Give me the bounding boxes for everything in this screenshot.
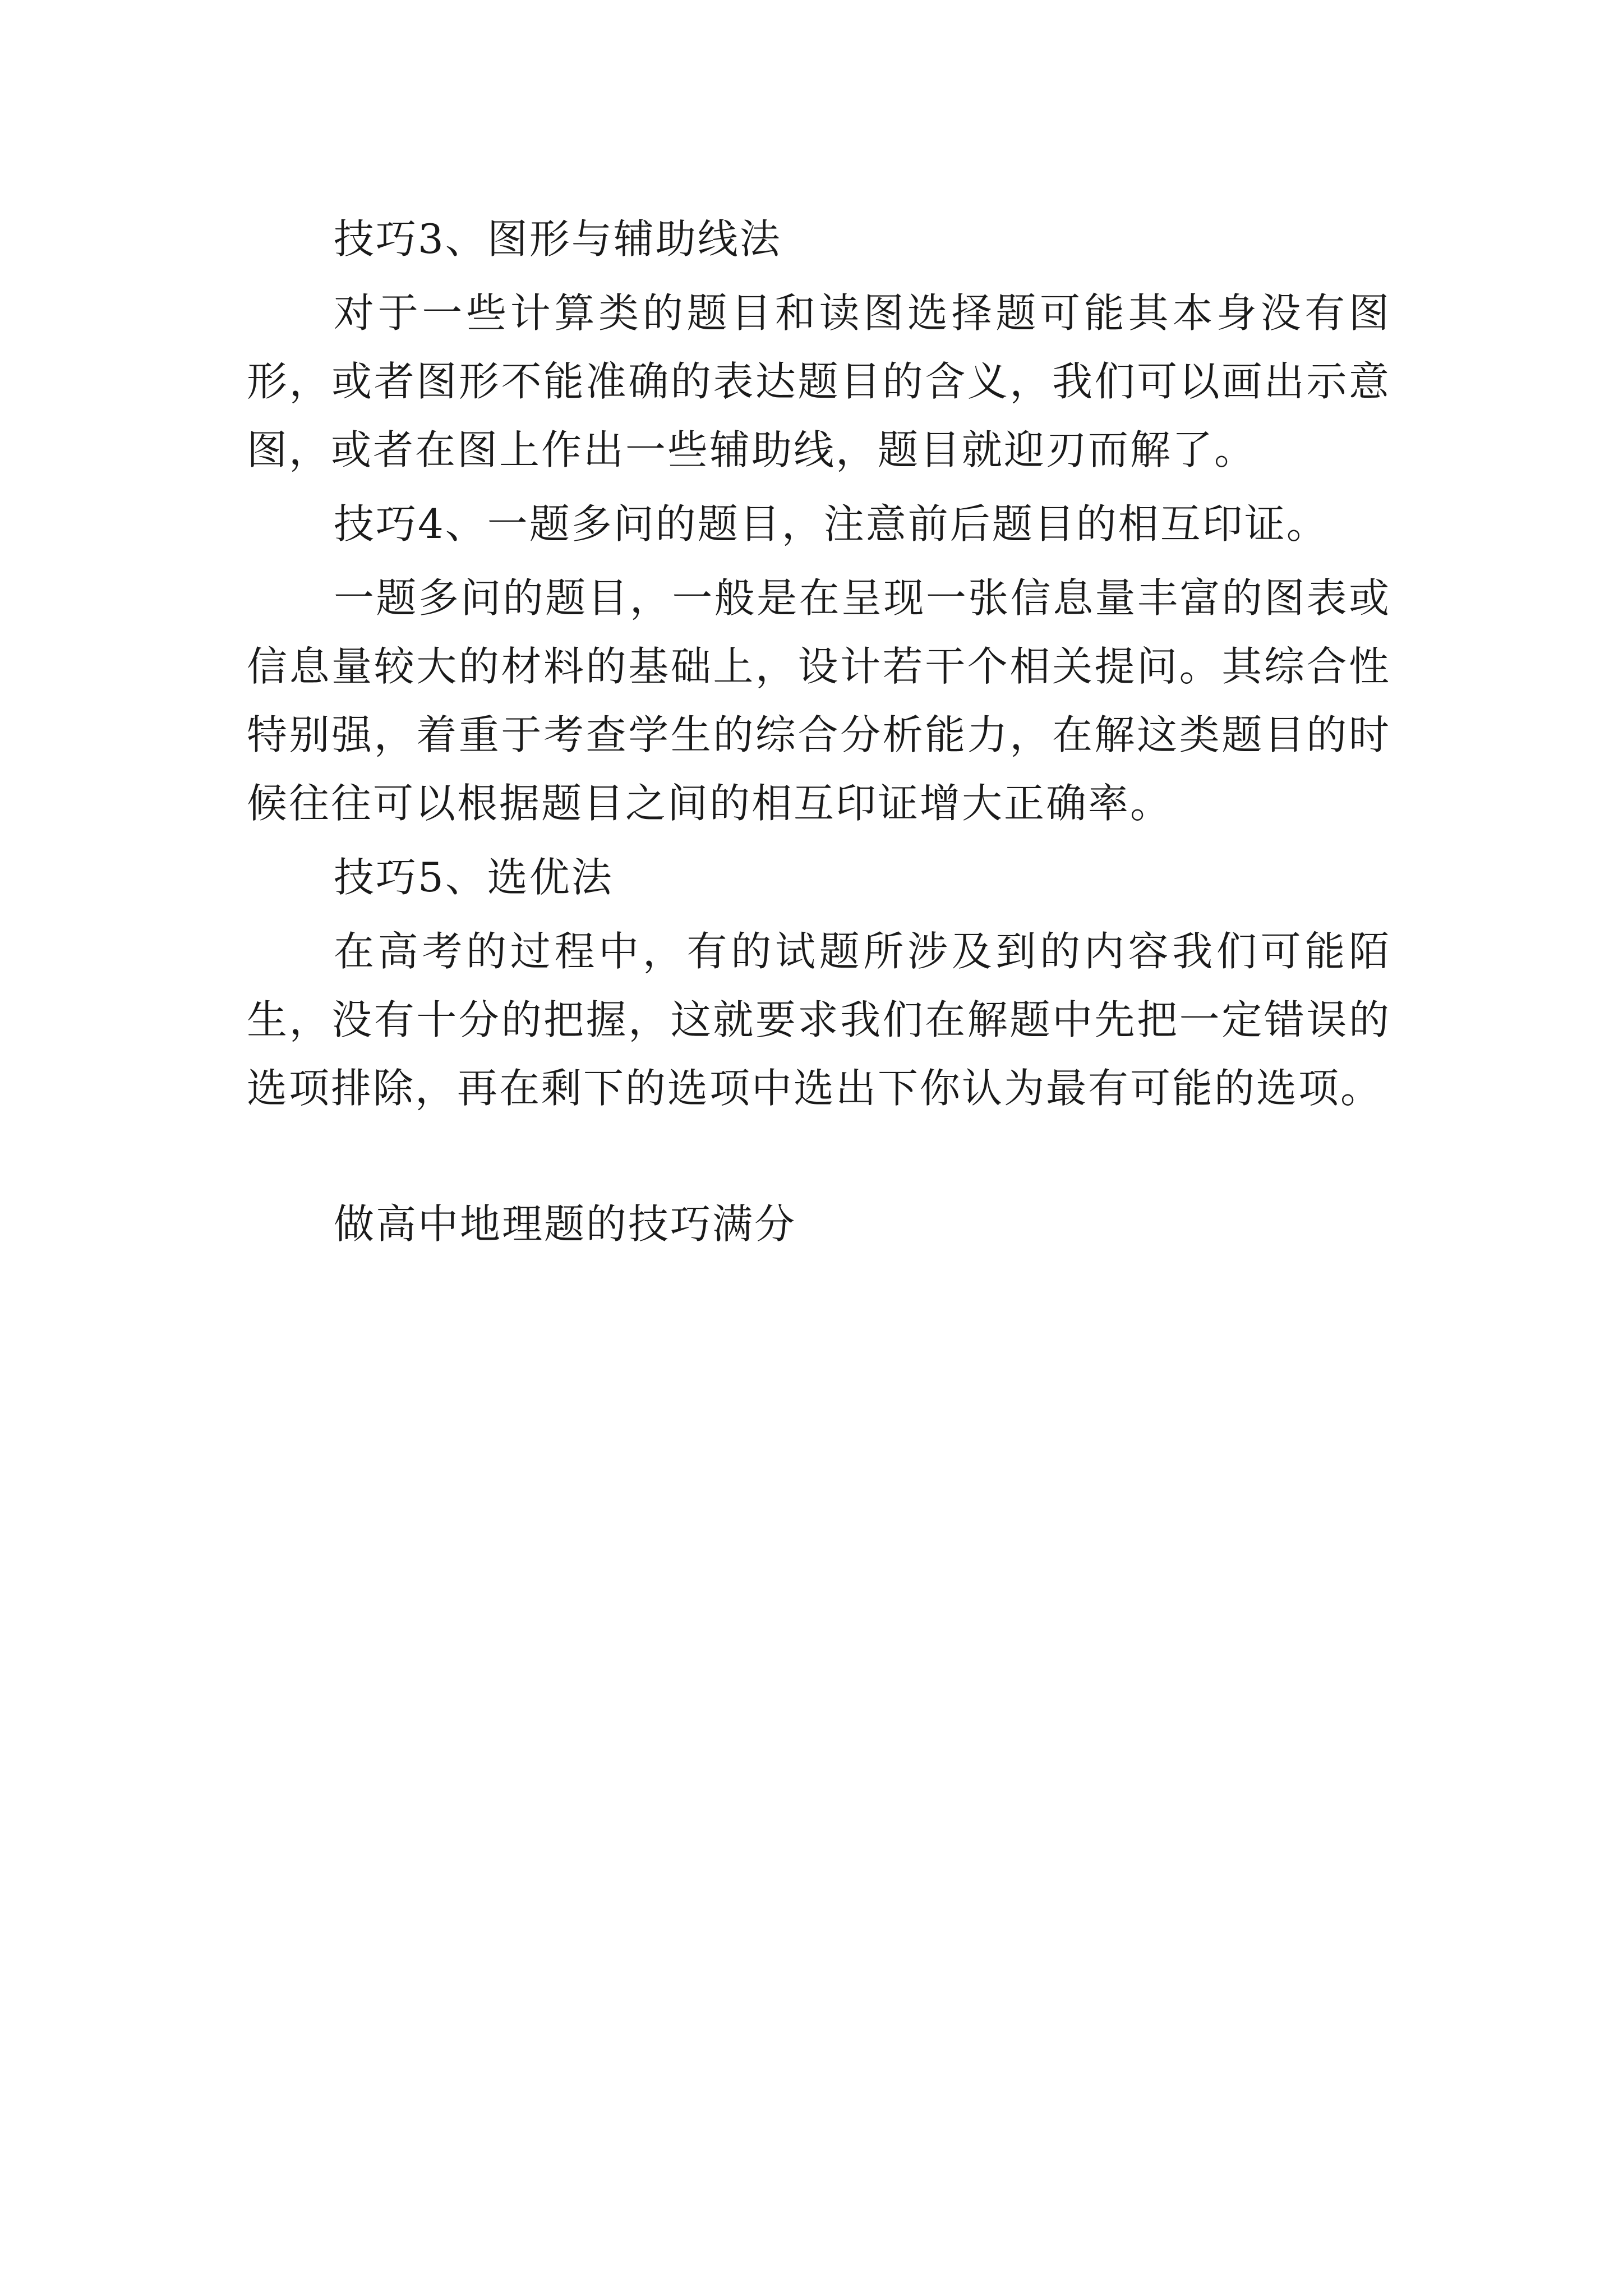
body-paragraph: 对于一些计算类的题目和读图选择题可能其本身没有图形，或者图形不能准确的表达题目的含义，我们可以画出示意图，或者在图上作出一些辅助线，题目就迎刃而解了。 xyxy=(247,289,1391,473)
section-heading-tip-5: 技巧5、选优法 xyxy=(334,854,614,901)
body-paragraph: 一题多问的题目，一般是在呈现一张信息量丰富的图表或信息量较大的材料的基础上，设计若干个相关提问。其综合性特别强，着重于考查学生的综合分析能力，在解这类题目的时候往往可以根据题目之间的相互印证增大正确率。 xyxy=(247,574,1391,827)
section-heading-tip-3: 技巧3、图形与辅助线法 xyxy=(334,215,782,263)
document-body xyxy=(247,205,1391,1258)
body-paragraph: 在高考的过程中，有的试题所涉及到的内容我们可能陌生，没有十分的把握，这就要求我们在解题中先把一定错误的选项排除，再在剩下的选项中选出下你认为最有可能的选项。 xyxy=(247,928,1391,1112)
section-heading-tip-4: 技巧4、一题多问的题目，注意前后题目的相互印证。 xyxy=(334,500,1329,547)
closing-title: 做高中地理题的技巧满分 xyxy=(334,1200,797,1248)
